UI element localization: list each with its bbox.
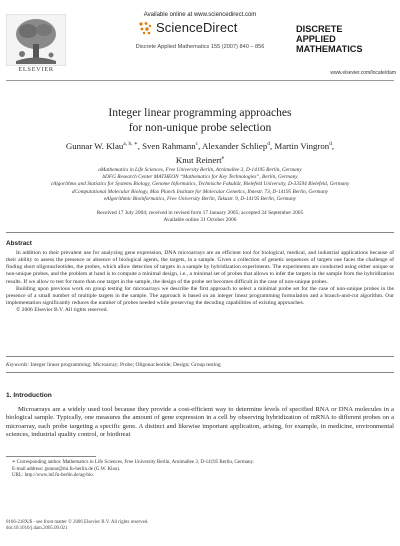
abstract-heading: Abstract [6, 240, 32, 247]
affiliations [20, 167, 380, 203]
sciencedirect-logo [138, 20, 238, 35]
keywords-label: Keywords: [6, 362, 30, 368]
keywords-divider [6, 356, 394, 357]
abstract-top-divider [6, 232, 394, 233]
email-address-link[interactable]: E-mail address: gunnar@mi.fu-berlin.de (G.W. Klau). [12, 466, 121, 472]
publisher-name: ELSEVIER [18, 66, 54, 73]
author-sup: c [195, 141, 199, 147]
journal-citation: Discrete Applied Mathematics 155 (2007) 840 – 856 [135, 44, 265, 50]
abstract-body [6, 250, 394, 314]
journal-title-block [296, 24, 396, 54]
journal-title-line: APPLIED [296, 34, 336, 44]
journal-url-link[interactable]: www.elsevier.com/locate/dam [330, 70, 396, 76]
issn-line: 0166-218X/$ - see front matter © 2006 Elsevier B.V. All rights reserved. [6, 520, 149, 525]
keywords-bottom-divider [6, 372, 394, 373]
author-list [20, 139, 380, 166]
author-url-link[interactable]: URL: http://www.inf.fu-berlin.de/ag-bio. [12, 473, 95, 479]
sciencedirect-dots-icon [138, 21, 152, 35]
keywords-list: Integer linear programming; Microarray; Probe; Oligonucleotide; Design; Group testing [30, 362, 221, 368]
footnote-block [6, 460, 394, 480]
abstract-paragraph-1: In addition to their prevalent use for analyzing gene expression, DNA microarrays are an efficient tool for biological, medical, and industrial applications because of their ability to assess the presence or absence of biological agents, the targets, in a sample. Given a collection of genetic sequences of targets one faces the challenge of finding short oligonucleotides, the probes, which allow detection of targets in a sample by hybridization experiments. The experiments are conducted using either unique or non-unique probes, and the problem at hand is to compute a minimal design, i.e., a minimal set of probes that allows to infer the targets in the sample from the hybridization results. If we allow to test for more than one target in the sample, the design of the probe set becomes difficult in the case of non-unique probes. [6, 250, 394, 285]
affiliation-b: bDFG Research Center MATHEON “Mathematics for Key Technologies”, Berlin, Germany [102, 174, 298, 181]
section-heading-introduction: 1. Introduction [6, 392, 52, 399]
abstract-paragraph-2: Building upon previous work on group testing for microarrays we describe the first approach to select a minimal probe set for the case of non-unique probes in the presence of a small number of multiple targets in the sample. The approach is based on an integer linear programming formulation and a branch-and-cut algorithm. Our implementation significantly reduces the number of probes needed while preserving the decoding capabilities of existing approaches. [6, 285, 394, 307]
author-vingron[interactable]: , Martin Vingron [269, 140, 330, 151]
keywords-line [6, 362, 394, 368]
journal-title-line: MATHEMATICS [296, 44, 363, 54]
author-rahmann[interactable]: , Sven Rahmann [137, 140, 196, 151]
elsevier-tree-logo [6, 14, 66, 66]
author-sup: e [221, 154, 225, 161]
article-dates [0, 210, 400, 224]
sciencedirect-wordmark: ScienceDirect [156, 20, 238, 35]
author-sup: d [329, 141, 332, 147]
affiliation-c: cAlgorithms and Statistics for Systems Biology, Genome Informatics, Technische Fakultät, Bielefeld University, D-33594 Bielefeld, Germany [50, 181, 350, 188]
footnote-divider [6, 456, 96, 457]
affiliation-d: dComputational Molecular Biology, Max Planck Institute for Molecular Genetics, Ihnestr. 73, D-14195 Berlin, Germany [71, 188, 329, 195]
header-divider [6, 80, 394, 81]
introduction-paragraph: Microarrays are a widely used tool because they provide a cost-efficient way to determine levels of specified RNA or DNA molecules in a biological sample. Typically, one measures the amount of gene expression in a cell by observing hybridization of mRNA to different probes on a microarray, each probe targeting a specific gene. A distinct and likewise important application, arising, for example, in medicine, environmental sciences, industrial quality control, or biothreat [6, 406, 394, 439]
journal-title-line: DISCRETE [296, 24, 343, 34]
title-line-1: Integer linear programming approaches [108, 106, 292, 119]
author-reinert[interactable]: Knut Reinert [175, 154, 222, 165]
available-online-text: Available online at www.sciencedirect.com [143, 12, 257, 18]
abstract-copyright: © 2006 Elsevier B.V. All rights reserved. [16, 307, 108, 314]
doi-link[interactable]: doi:10.1016/j.dam.2005.09.021 [6, 526, 68, 532]
author-klau[interactable]: Gunnar W. Klau [65, 140, 124, 151]
corresponding-author-note: ∗ Corresponding author. Mathematics in Life Sciences, Free University Berlin, Arnimallee 3, D-14195 Berlin, Germany. [12, 460, 254, 465]
affiliation-e: eAlgorithmic Bioinformatics, Free University Berlin, Takustr. 9, D-14195 Berlin, Germany [103, 195, 297, 202]
available-online-date: Available online 31 October 2006 [163, 217, 237, 224]
author-separator: , [331, 140, 335, 151]
article-title [0, 106, 400, 135]
affiliation-a: aMathematics in Life Sciences, Free University Berlin, Arnimallee 3, D-14195 Berlin, Germany [98, 167, 302, 173]
title-line-2: for non-unique probe selection [128, 120, 272, 134]
received-dates: Received 17 July 2004; received in revised form 17 January 2005; accepted 24 September 2005 [96, 210, 304, 216]
author-sup: a, b, ∗ [123, 141, 138, 147]
issn-block [6, 520, 148, 533]
author-sup: d [267, 141, 270, 147]
author-schliep[interactable]: , Alexander Schliep [198, 140, 268, 151]
